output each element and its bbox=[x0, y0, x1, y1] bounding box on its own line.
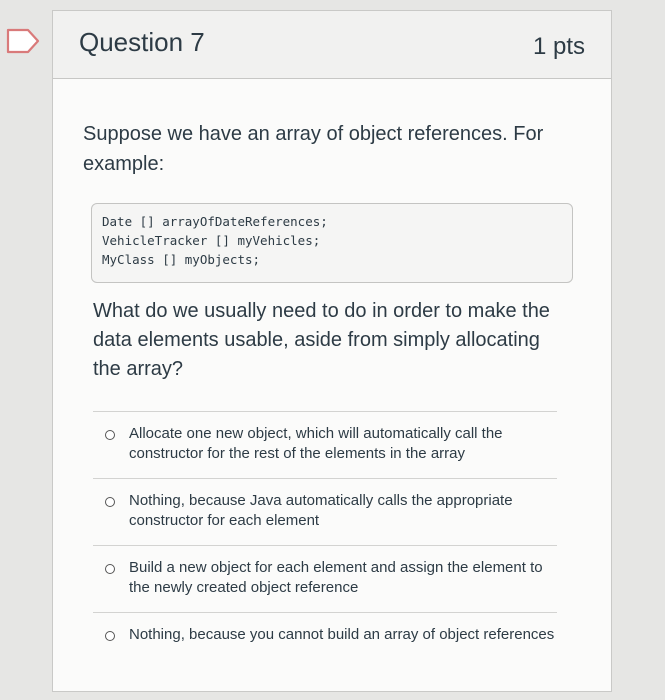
answer-label[interactable]: Build a new object for each element and assign the element to the newly created object reference bbox=[129, 559, 543, 596]
radio-button[interactable] bbox=[105, 631, 115, 641]
answer-label[interactable]: Allocate one new object, which will automatically call the constructor for the rest of the elements in the array bbox=[129, 425, 503, 462]
question-prompt: Suppose we have an array of object references. For example: bbox=[83, 123, 544, 175]
answer-label[interactable]: Nothing, because you cannot build an array of object references bbox=[129, 626, 555, 643]
code-block bbox=[91, 203, 573, 283]
question-header bbox=[53, 11, 611, 79]
code-line: Date [] arrayOfDateReferences; bbox=[102, 214, 328, 229]
radio-button[interactable] bbox=[105, 497, 115, 507]
answer-option-3[interactable] bbox=[93, 546, 557, 612]
question-card bbox=[52, 10, 612, 692]
answer-option-4[interactable] bbox=[93, 613, 557, 679]
code-line: VehicleTracker [] myVehicles; bbox=[102, 233, 321, 248]
answer-label[interactable]: Nothing, because Java automatically calls the appropriate constructor for each element bbox=[129, 492, 513, 529]
code-line: MyClass [] myObjects; bbox=[102, 252, 261, 267]
radio-button[interactable] bbox=[105, 430, 115, 440]
radio-button[interactable] bbox=[105, 564, 115, 574]
question-text: What do we usually need to do in order to make the data elements usable, aside from simply allocating the array? bbox=[93, 300, 550, 380]
question-title: Question 7 bbox=[79, 27, 205, 57]
answer-option-1[interactable] bbox=[93, 412, 557, 478]
answer-option-2[interactable] bbox=[93, 479, 557, 545]
answer-list bbox=[93, 411, 557, 679]
question-points: 1 pts bbox=[532, 33, 585, 60]
question-flag-icon[interactable] bbox=[6, 28, 40, 54]
